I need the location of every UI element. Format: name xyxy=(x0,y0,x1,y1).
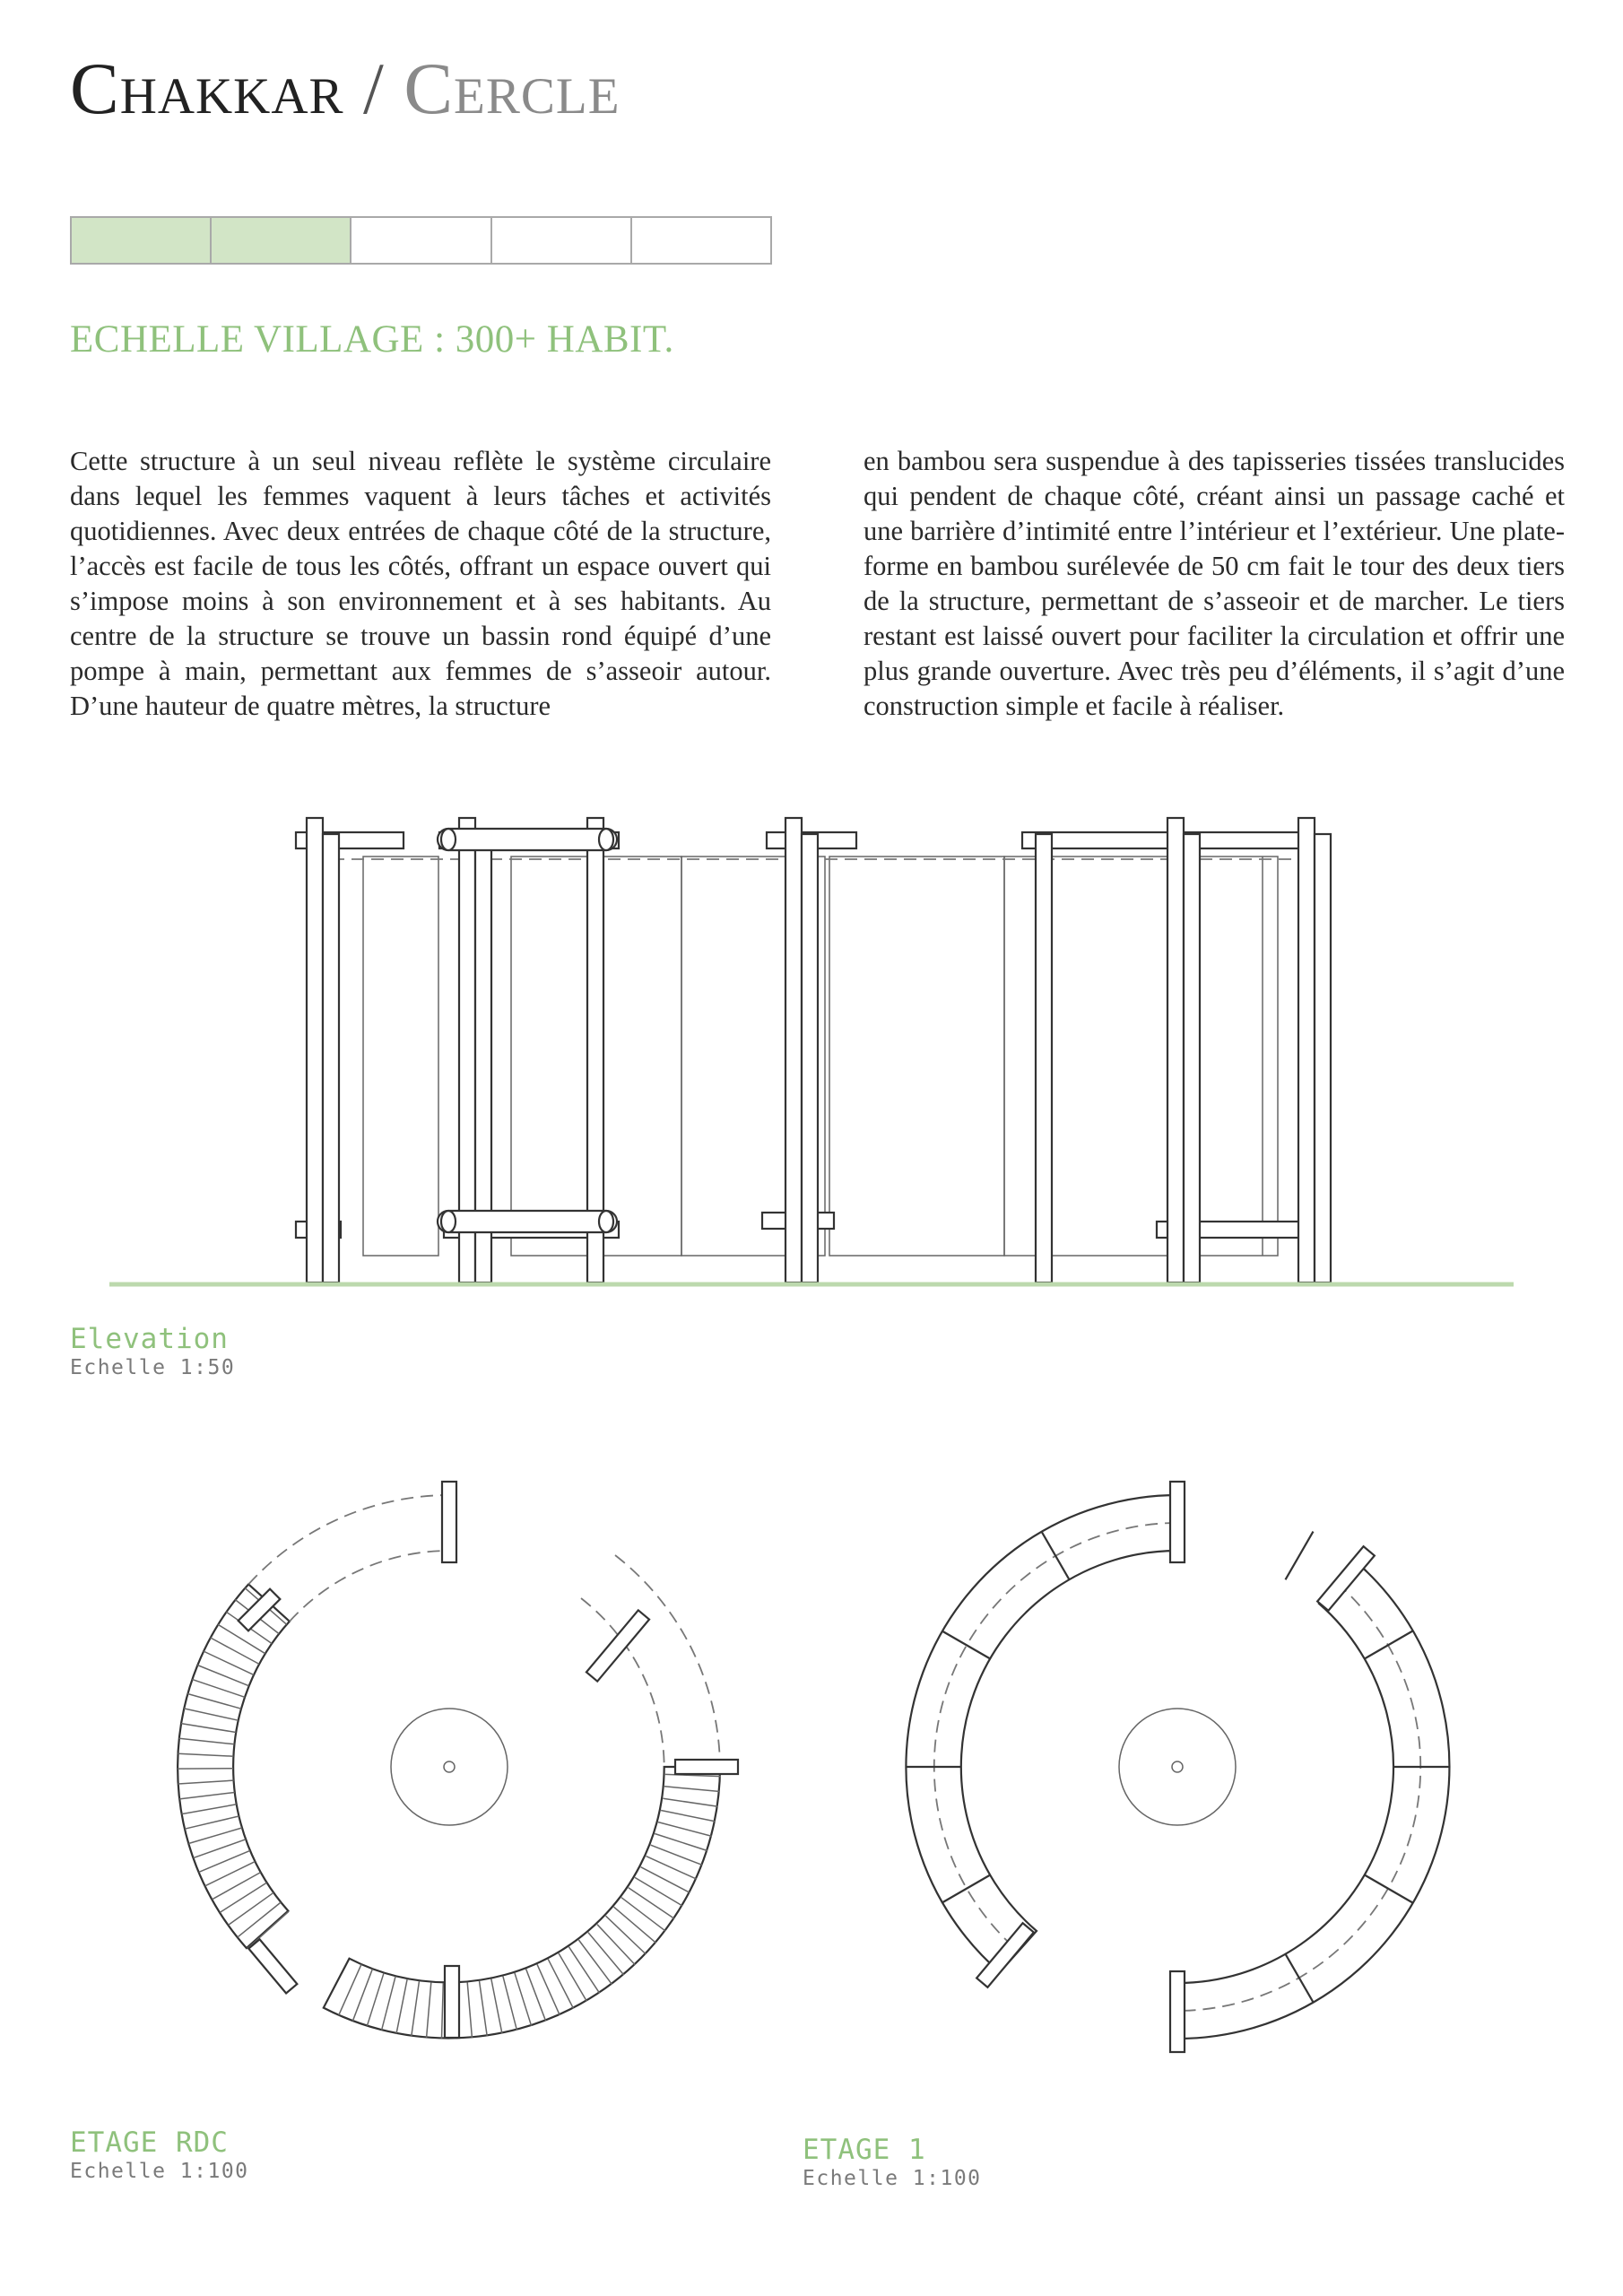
title-secondary: Cercle xyxy=(404,48,621,129)
plan-etage1-drawing xyxy=(906,1482,1449,2052)
plan-etage1-caption xyxy=(803,2135,982,2191)
description-column-2: en bambou sera suspendue à des tapisseries tissées translucides qui pendent de chaque côté, créant ainsi un passage caché et une barrière d’intimité entre l’intérieur et l’extérieur. Une plate-forme en bambou surélevée de 50 cm fait le tour des deux tiers de la structure, permettant de s’asseoir et de marcher. Le tiers restant est laissé ouvert pour faciliter la circulation et offrir une plus grande ouverture. Avec très peu d’éléments, il s’agit d’une construction simple et facile à réaliser. xyxy=(864,446,1565,721)
plan-rdc-label: ETAGE RDC xyxy=(70,2126,229,2159)
elevation-caption xyxy=(70,1324,235,1380)
description-column-1: Cette structure à un seul niveau reflète le système circulaire dans lequel les femmes vaquent à leurs tâches et activités quotidiennes. Avec deux entrées de chaque côté de la structure, l’accès est facile de tous les côtés, offrant un espace ouvert qui s’impose moins à son environnement et à ses habitants. Au centre de la structure se trouve un bassin rond équipé d’une pompe à main, permettant aux femmes de s’asseoir autour. D’une hauteur de quatre mètres, la structure xyxy=(70,446,771,721)
plan-rdc-drawing xyxy=(178,1482,738,2039)
plan-rdc-caption xyxy=(70,2127,249,2184)
title-primary: Chakkar xyxy=(70,48,344,129)
elevation-drawing xyxy=(109,818,1514,1284)
title-separator: / xyxy=(343,48,404,129)
plan-rdc-scale: Echelle 1:100 xyxy=(70,2159,249,2183)
elevation-label: Elevation xyxy=(70,1323,229,1355)
elevation-scale: Echelle 1:50 xyxy=(70,1355,236,1379)
plan-etage1-label: ETAGE 1 xyxy=(803,2134,926,2166)
section-subtitle: ECHELLE VILLAGE : 300+ HABIT. xyxy=(70,318,674,361)
floor-rib xyxy=(1286,1532,1314,1580)
plan-etage1-scale: Echelle 1:100 xyxy=(803,2166,982,2190)
